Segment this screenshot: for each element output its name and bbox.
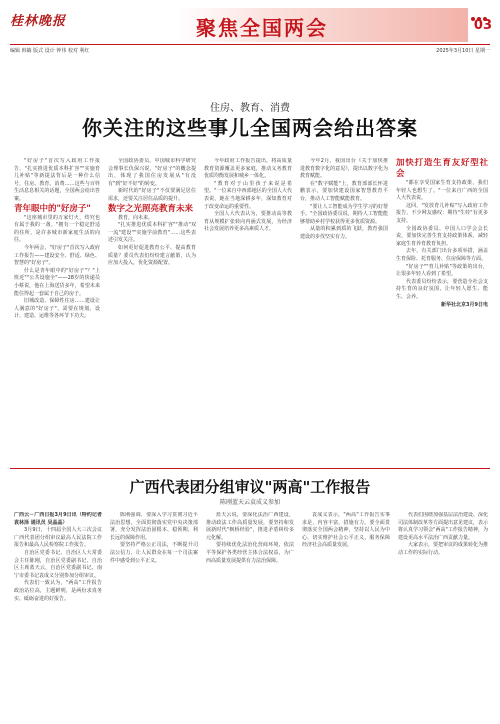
subheading: 青年眼中的"好房子" xyxy=(14,203,91,214)
article1-headline: 你关注的这些事儿全国两会给出答案 xyxy=(82,116,418,140)
paragraph: 新时代的"好房子"不仅要满足居住需求，还要关注居住品质的提升。 xyxy=(108,188,196,202)
issue-date: 2025年3月10日 星期一 xyxy=(436,48,490,54)
paragraph: 去年，有关部门出台多项举措，涵盖生育保险、托育服务、住房保障等方面。 xyxy=(396,248,488,262)
section-title: 聚焦全国两会 xyxy=(196,16,328,40)
article2-column-5 xyxy=(398,512,488,718)
article-separator xyxy=(10,468,490,469)
article1-column-4 xyxy=(300,158,388,464)
paragraph: 代表们围绕加强基层法治建设、深化司法体制改革等方面提出意见建议，表示将认真学习领会"两高"工作报告精神，为建设更高水平法治广西贡献力量。 xyxy=(398,512,488,541)
paragraph: 大家表示，要把审议的成果转化为推动工作的实际行动。 xyxy=(398,542,488,556)
dateline-signature: 新华社北京3月9日电 xyxy=(441,301,488,308)
decorative-dots xyxy=(470,6,496,16)
paragraph: "要让人工智能成为学生学习的好帮手。"全国政协委员说，期待人工智能能够帮助乡村学校获得更多优质资源。 xyxy=(300,203,388,225)
paragraph: 要坚持严格公正司法，不断提升司法公信力，让人民群众在每一个司法案件中感受到公平正义。 xyxy=(110,542,198,564)
article1-column-1 xyxy=(14,158,100,464)
paragraph: 3月9日，十四届全国人大三次会议广西代表团分组审议最高人民法院工作报告和最高人民检察院工作报告。 xyxy=(14,527,102,549)
article2-column-4 xyxy=(302,512,390,718)
paragraph: "都在享受国家生育支持政策，我们年轻人也想生了。"一位来自广西的全国人大代表说。 xyxy=(396,180,488,202)
article2-byline: 陈刚蓝天云袁成义参加 xyxy=(219,499,280,506)
paragraph: 全国政协委员、中国人口学会会长说，要加快完善生育支持政策体系，减轻家庭生育养育教育负担。 xyxy=(396,225,488,247)
paragraph: 全国政协委员、中国城市科学研究会理事长仇保兴说，"好房子"的概念提出，体现了我国住房发展从"有没有"到"好不好"的转变。 xyxy=(108,158,196,187)
paragraph: 袁成义表示，"两高"工作报告实事求是，内容丰富，措施有力。要全面贯彻落实全国两会精神，坚持以人民为中心，切实维护社会公平正义，服务保障经济社会高质量发展。 xyxy=(302,512,390,549)
paragraph: 从量的积累到质的飞跃，教育强国建设的步伐坚实有力。 xyxy=(300,226,388,240)
subheading: 数字之光照亮教育未来 xyxy=(108,203,194,214)
paragraph: 在"数字赋能"上，教育部部长怀进鹏表示，要加快建设国家智慧教育平台，推动人工智能赋能教育。 xyxy=(300,180,388,202)
article2-column-3 xyxy=(206,512,294,718)
paragraph: 陈刚强调，要深入学习贯彻习近平法治思想，全面贯彻落实党中央决策部署，充分发挥法治固根本、稳预期、利长远的保障作用。 xyxy=(110,512,198,541)
paragraph: 代表委员纷纷表示，要营造全社会支持生育的良好氛围，让年轻人愿生、能生、会养。 xyxy=(396,278,488,300)
header-rule xyxy=(10,44,490,45)
article1-kicker: 住房、教育、消费 xyxy=(210,103,290,114)
article2-column-1 xyxy=(14,512,102,718)
article1-column-3 xyxy=(204,158,292,464)
editor-credits: 编辑 韩嫱 版式 设计 钟伟 校对 利红 xyxy=(10,48,90,54)
paragraph: 代表们一致认为，"两高"工作报告政治站位高，主题鲜明，是两份求真务实、砥砺奋进的好报告。 xyxy=(14,580,102,602)
paragraph: "这座城市里的万家灯火，终究也有属于我的一盏。"拥有一个稳定舒适的住所，是许多城市新家庭生活的向往。 xyxy=(14,214,100,244)
paragraph: 自治区党委书记、自治区人大常委会主任陈刚，自治区党委副书记、自治区主席蓝天云，自治区党委副书记、南宁市委书记袁成义分别参加分组审议。 xyxy=(14,549,102,579)
paragraph: 旧城改造、保障性住房……建设让人满意的"好房子"，需要在规划、设计、建造、运维等各环节下功夫。 xyxy=(14,298,100,320)
paragraph: "扎实推进优质本科扩容""推动"双一流"建设""实施学前教育"……这些表述引发关注。 xyxy=(108,222,196,244)
paragraph: "好房子"首次写入政府工作报告，"扎实推进优质本科扩容""实施育儿补贴"等新提法背后是一种什么信号，住房、教育、消费……这些与百姓生活息息相关的话题，全国两会给出答案。 xyxy=(14,158,100,202)
paragraph: 今年政府工作报告提出，将高质量教育资源覆盖更多家庭，推动义务教育优质均衡发展和城乡一体化。 xyxy=(204,158,292,180)
subheading: 加快打造生育友好型社会 xyxy=(396,158,488,179)
masthead xyxy=(0,0,500,58)
article1-column-5 xyxy=(396,158,488,464)
paragraph: 今年两会，"好房子"首次写入政府工作报告——建设安全、舒适、绿色、智慧的"好房子"。 xyxy=(14,244,100,267)
paragraph: 要持续优化法治化营商环境，依法平等保护各类经营主体合法权益，为广西高质量发展提供有力法治保障。 xyxy=(206,542,294,564)
article1-column-2 xyxy=(108,158,196,464)
article2-headline: 广西代表团分组审议"两高"工作报告 xyxy=(129,478,371,496)
newspaper-logo: 桂林晚报 xyxy=(10,14,67,29)
paragraph: "教育对于山里孩子来说是希望。"一位来自中西部地区的全国人大代表说，她在当地深耕多年，深知教育对于改变命运的重要性。 xyxy=(204,180,292,210)
paragraph: 这回，"发放育儿补贴"写入政府工作报告，不少网友感叹：期待"生娃"有更多支持。 xyxy=(396,202,488,224)
paragraph: 今年2月，我国出台《关于加快推进教育数字化的意见》，提出以数字化为教育赋能。 xyxy=(300,158,388,180)
paragraph: 全国人大代表认为，要推动高等教育从规模扩张转向内涵式发展，为经济社会发展培养更多高素质人才。 xyxy=(204,211,292,233)
paragraph: 如何更好促进教育公平、提高教育质量？委员代表们纷纷建言献策，认为应加大投入，优化资源配置。 xyxy=(108,244,196,267)
article2-dateline: 广西云－广西日报3月9日讯（特约记者袁林泽 通讯员 吴晶晶） xyxy=(14,512,102,526)
paragraph: "好房子""育儿补贴"等政策的出台，让很多年轻人看到了希望。 xyxy=(396,263,488,278)
article2-column-2 xyxy=(110,512,198,718)
paragraph: 教育，向未来。 xyxy=(118,214,154,221)
paragraph: 什么是青年眼中的"好房子"？"上班近""公共设施全"——28岁的快递员小蔡说，他在上海送货多年，希望未来能住得起一套属于自己的房子。 xyxy=(14,267,100,297)
page-number: 03 xyxy=(473,18,492,33)
paragraph: 蓝天云说，要深化法治广西建设，推动政法工作高质量发展。要坚持和发展新时代"枫桥经验"，推进矛盾纠纷多元化解。 xyxy=(206,512,294,541)
